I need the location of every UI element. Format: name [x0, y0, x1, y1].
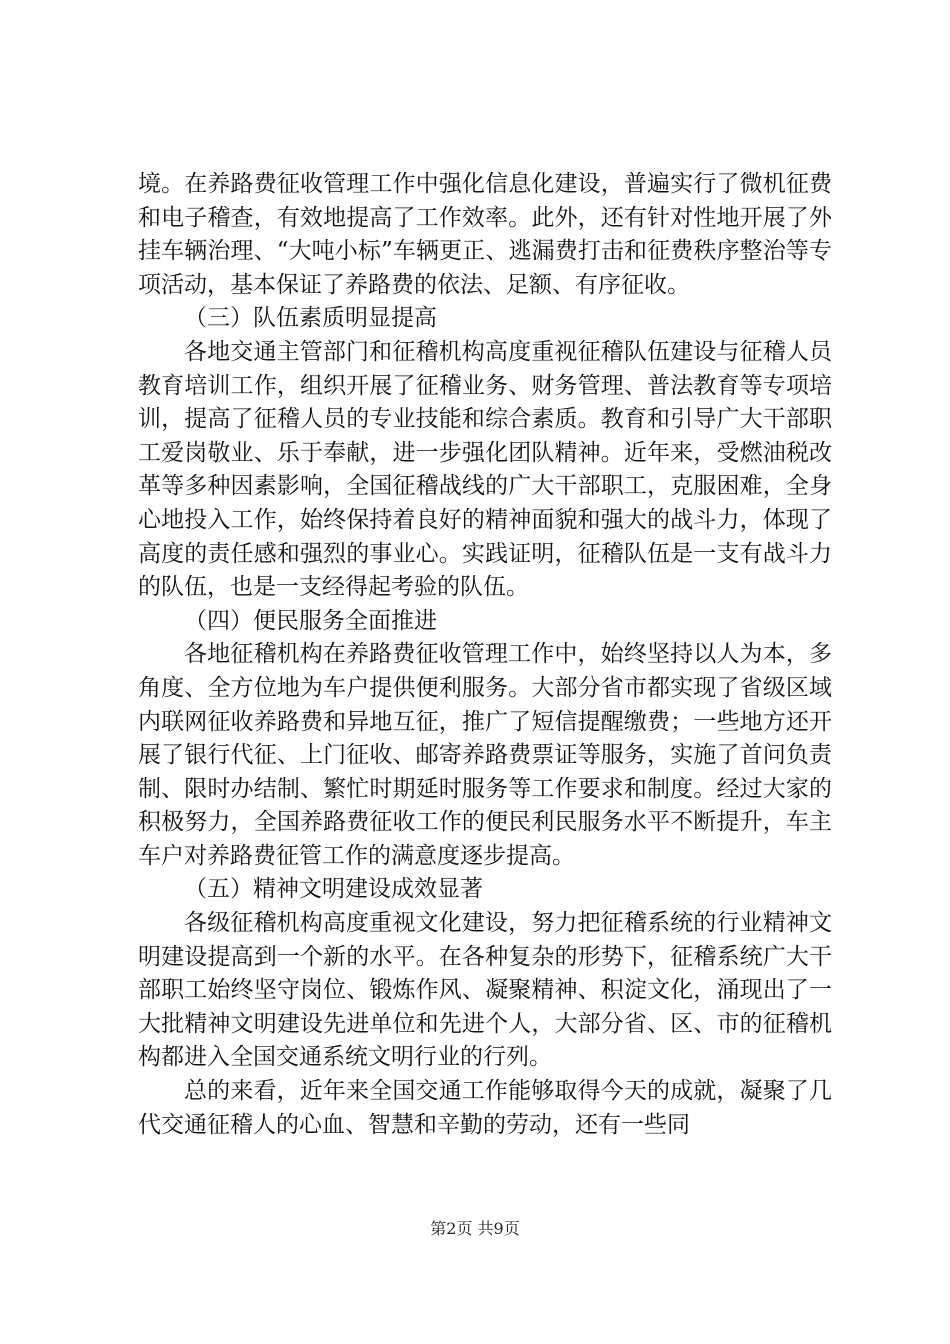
section-heading-4: （四）便民服务全面推进 [184, 607, 437, 634]
paragraph-convenience-service: 各地征稽机构在养路费征收管理工作中，始终坚持以人为本，多角度、全方位地为车户提供便利服务。大部分省市都实现了省级区域内联网征收养路费和异地互征，推广了短信提醒缴费；一些地方还开展了银行代征、上门征收、邮寄养路费票证等服务，实施了首问负责制、限时办结制、繁忙时期延时服务等工作要求和制度。经过大家的积极努力，全国养路费征收工作的便民利民服务水平不断提升，车主车户对养路费征管工作的满意度逐步提高。 [138, 641, 832, 869]
paragraph-team-quality: 各地交通主管部门和征稽机构高度重视征稽队伍建设与征稽人员教育培训工作，组织开展了征稽业务、财务管理、普法教育等专项培训，提高了征稽人员的专业技能和综合素质。教育和引导广大干部职工爱岗敬业、乐于奉献，进一步强化团队精神。近年来，受燃油税改革等多种因素影响，全国征稽战线的广大干部职工，克服困难，全身心地投入工作，始终保持着良好的精神面貌和强大的战斗力，体现了高度的责任感和强烈的事业心。实践证明，征稽队伍是一支有战斗力的队伍，也是一支经得起考验的队伍。 [138, 338, 832, 601]
paragraph-summary: 总的来看，近年来全国交通工作能够取得今天的成就，凝聚了几代交通征稽人的心血、智慧和辛勤的劳动，还有一些同 [138, 1078, 832, 1138]
section-heading-3: （三）队伍素质明显提高 [184, 305, 437, 332]
paragraph-civilization-building: 各级征稽机构高度重视文化建设，努力把征稽系统的行业精神文明建设提高到一个新的水平。在各种复杂的形势下，征稽系统广大干部职工始终坚守岗位、锻炼作风、凝聚精神、积淀文化，涌现出了一大批精神文明建设先进单位和先进个人，大部分省、区、市的征稽机构都进入全国交通系统文明行业的行列。 [138, 910, 832, 1071]
page-number-footer: 第2页 共9页 [430, 1219, 520, 1238]
document-body [138, 168, 832, 1142]
section-heading-5: （五）精神文明建设成效显著 [184, 876, 483, 903]
paragraph-continuation: 境。在养路费征收管理工作中强化信息化建设，普遍实行了微机征费和电子稽查，有效地提高了工作效率。此外，还有针对性地开展了外挂车辆治理、“大吨小标”车辆更正、逃漏费打击和征费秩序整治等专项活动，基本保证了养路费的依法、足额、有序征收。 [138, 171, 832, 298]
